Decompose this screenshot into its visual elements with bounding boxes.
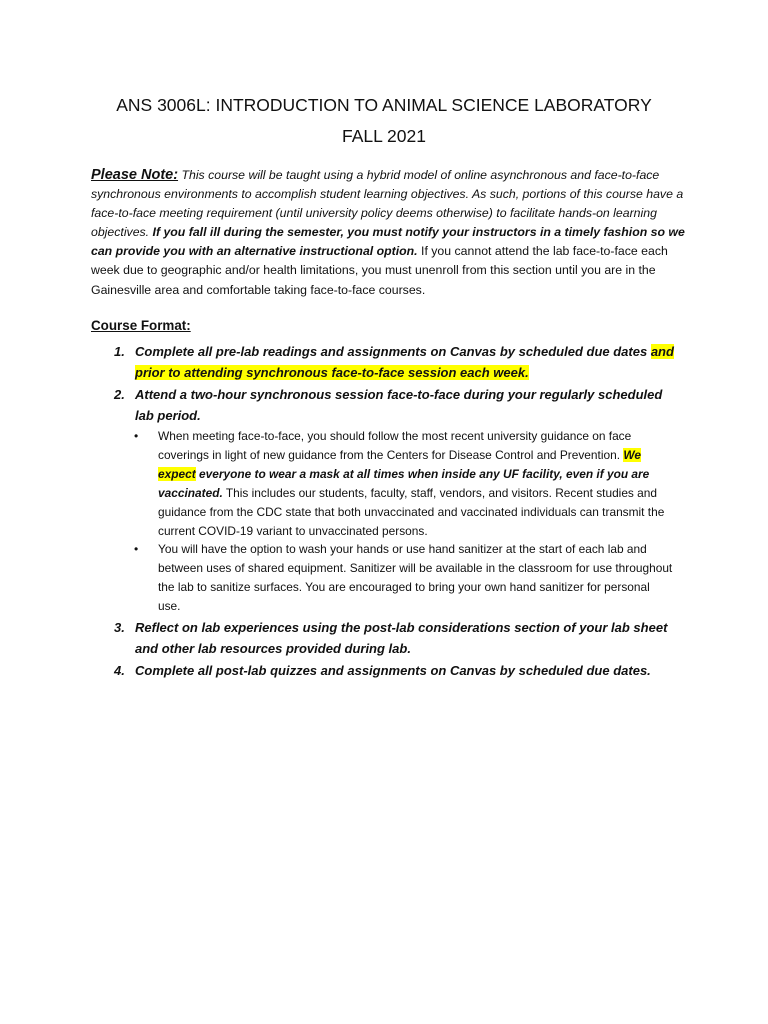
bullet-text-before: When meeting face-to-face, you should follow the most recent university guidance on face coverings in light of new guidance from the Centers for Disease Control and Prevention. (158, 429, 632, 462)
format-item-1 (114, 342, 674, 383)
item-text: Complete all post-lab quizzes and assignments on Canvas by scheduled due dates. (135, 663, 651, 678)
note-bold-italic-text: If you fall ill during the semester, you must notify your instructors in a timely fashion so we can provide you with an alternative instructional option. (91, 225, 685, 259)
format-item-2 (114, 385, 674, 426)
item-number: 2. (114, 387, 125, 402)
bullet-marker: • (134, 542, 139, 556)
course-format-heading: Course Format: (91, 318, 191, 333)
document-title: ANS 3006L: INTRODUCTION TO ANIMAL SCIENCE LABORATORY (116, 95, 652, 115)
bullet-text-after: This includes our students, faculty, staff, vendors, and visitors. Recent studies and guidance from the CDC state that both unvaccinated and vaccinated individuals can transmit the current COVID-19 variant to unvaccinated persons. (158, 485, 665, 538)
bullet-marker: • (134, 429, 139, 443)
please-note-paragraph (91, 166, 691, 300)
format-item-3 (114, 618, 674, 659)
item-text: Reflect on lab experiences using the post-lab considerations section of your lab sheet and other lab resources provided during lab. (135, 620, 668, 656)
document-term: FALL 2021 (341, 126, 426, 146)
please-note-label: Please Note: (91, 167, 179, 183)
bullet-hand-sanitizer (134, 540, 674, 616)
item-number: 3. (114, 620, 125, 635)
bullet-text: You will have the option to wash your hands or use hand sanitizer at the start of each lab and between uses of shared equipment. Sanitizer will be available in the classroom for use throughout the lab to sanitize surfaces. You are encouraged to bring your own hand sanitizer for personal use. (158, 542, 673, 613)
item-text: Attend a two-hour synchronous session face-to-face during your regularly scheduled lab period. (135, 387, 663, 423)
note-plain-text: If you cannot attend the lab face-to-face each week due to geographic and/or health limitations, you must unenroll from this section until you are in the Gainesville area and comfortable taking face-to-face courses. (91, 244, 668, 297)
highlighted-text: We expect (158, 447, 641, 481)
format-item-4 (114, 661, 674, 682)
item-number: 4. (114, 663, 125, 678)
item-text-wrapper (135, 342, 674, 383)
item-text: Complete all pre-lab readings and assignments on Canvas by scheduled due dates (135, 344, 648, 359)
bullet-text-wrapper (158, 427, 674, 540)
bullet-bold-italic: everyone to wear a mask at all times when inside any UF facility, even if you are vaccinated. (158, 466, 650, 500)
bullet-face-coverings (134, 427, 674, 540)
highlighted-text: and prior to attending synchronous face-to-face session each week. (135, 344, 674, 380)
item-number: 1. (114, 344, 125, 359)
note-italic-text: This course will be taught using a hybrid model of online asynchronous and face-to-face synchronous environments to accomplish student learning objectives. As such, portions of this course have a face-to-face meeting requirement (until university policy deems otherwise) to facilitate hands-on learning objectives. (91, 168, 684, 240)
